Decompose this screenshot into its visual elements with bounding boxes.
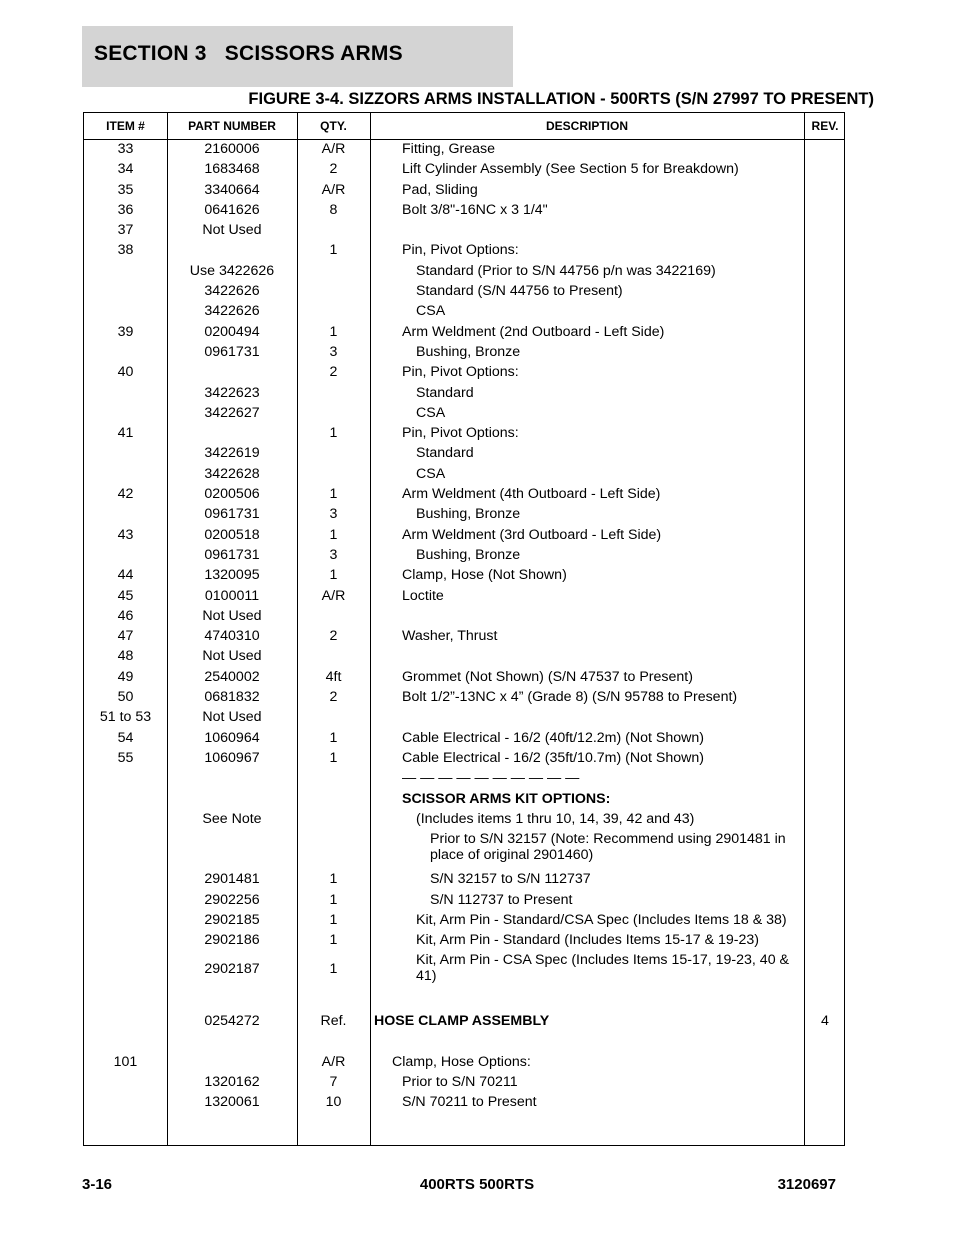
description-cell: Pin, Pivot Options: [402,425,519,442]
item-number-cell [84,891,167,892]
qty-cell: 1 [329,911,338,928]
qty-cell [297,444,370,445]
item-number-cell: 45 [117,587,134,604]
description-cell [370,221,790,222]
item-number-cell: 40 [117,364,134,381]
description-cell [370,992,790,993]
table-row [84,951,844,991]
qty-cell: 4ft [325,668,342,685]
column-header-item: ITEM # [106,119,145,133]
item-number-cell: 55 [117,749,134,766]
item-number-cell [84,951,167,961]
part-number-cell: 2902256 [204,891,260,908]
item-number-cell: 49 [117,668,134,685]
item-number-cell [84,769,167,770]
item-number-cell: 43 [117,526,134,543]
qty-cell: 1 [329,323,338,340]
table-row [84,323,844,343]
figure-title: FIGURE 3-4. SIZZORS ARMS INSTALLATION - 500RTS (S/N 27997 TO PRESENT) [248,90,874,108]
column-header-part-number: PART NUMBER [188,119,276,133]
item-number-cell: 34 [117,161,134,178]
qty-cell: 1 [329,567,338,584]
qty-cell: 2 [329,364,338,381]
table-row [84,1012,844,1032]
section-title: SECTION 3 SCISSORS ARMS [94,42,403,65]
table-row [84,343,844,363]
qty-cell [297,607,370,608]
description-cell: Fitting, Grease [402,141,496,157]
qty-cell [297,262,370,263]
table-row [84,708,844,728]
part-number-cell: 2540002 [204,668,260,685]
item-number-cell [84,1093,167,1094]
description-cell: — — — — — — — — — — [402,770,580,787]
description-cell: Arm Weldment (4th Outboard - Left Side) [402,486,661,503]
description-cell [370,607,790,608]
part-number-cell: 3422623 [204,384,260,401]
part-number-cell: 2902187 [204,961,260,978]
table-row [84,363,844,383]
qty-cell: 1 [329,891,338,908]
qty-cell: 3 [329,506,338,523]
description-cell: Kit, Arm Pin - Standard (Includes Items 15-17 & 19-23) [416,932,760,949]
table-row [84,201,844,221]
description-cell [370,708,790,709]
table-row [84,870,844,890]
section-banner [82,26,513,87]
table-row [84,931,844,951]
description-cell [370,1032,790,1033]
description-cell: Kit, Arm Pin - CSA Spec (Includes Items 15-17, 19-23, 40 & 41) [416,952,789,985]
item-number-cell: 36 [117,201,134,218]
part-number-cell: 0100011 [204,587,260,604]
table-row [84,810,844,830]
item-number-cell [84,262,167,263]
table-row [84,282,844,302]
table-row [84,241,844,261]
part-number-cell: Use 3422626 [189,262,275,279]
part-number-cell: 0681832 [204,689,260,706]
description-cell: Standard [416,384,474,401]
description-cell: Standard (Prior to S/N 44756 p/n was 3422169) [416,262,716,279]
table-row [84,769,844,789]
description-cell: Arm Weldment (3rd Outboard - Left Side) [402,526,662,543]
description-cell: SCISSOR ARMS KIT OPTIONS: [402,790,611,807]
item-number-cell [84,546,167,547]
item-number-cell: 51 to 53 [99,709,152,726]
description-cell: Kit, Arm Pin - Standard/CSA Spec (Includes Items 18 & 38) [416,911,787,928]
item-number-cell: 39 [117,323,134,340]
part-number-cell: 0641626 [204,201,260,218]
part-number-cell: See Note [202,810,262,827]
table-row [84,302,844,322]
footer-page-number: 3-16 [82,1176,113,1193]
item-number-cell: 47 [117,628,134,645]
qty-cell: 1 [329,749,338,766]
part-number-cell [167,790,297,791]
part-number-cell: 1320095 [204,567,260,584]
item-number-cell: 48 [117,648,134,665]
description-cell: S/N 32157 to S/N 112737 [430,871,591,888]
description-cell: Bushing, Bronze [416,506,521,523]
table-row [84,160,844,180]
column-header-rev: REV. [811,119,839,133]
part-number-cell: 0961731 [204,546,260,563]
item-number-cell: 42 [117,486,134,503]
table-row [84,647,844,667]
description-cell: Bushing, Bronze [416,343,521,360]
qty-cell [297,282,370,283]
description-cell: Lift Cylinder Assembly (See Section 5 for Breakdown) [402,161,739,178]
table-row [84,891,844,911]
qty-cell [297,708,370,709]
qty-cell: 1 [329,425,338,442]
qty-cell [297,221,370,222]
item-number-cell [84,404,167,405]
qty-cell [297,647,370,648]
table-row [84,790,844,810]
table-row [84,627,844,647]
qty-cell [297,465,370,466]
item-number-cell [84,1073,167,1074]
part-number-cell: 4740310 [204,628,260,645]
table-row [84,729,844,749]
table-body [84,140,844,1113]
item-number-cell [84,870,167,871]
item-number-cell [84,931,167,932]
part-number-cell: 2902185 [204,911,260,928]
part-number-cell [167,992,297,993]
table-row [84,668,844,688]
item-number-cell: 101 [113,1053,138,1070]
description-cell: Standard [416,445,474,462]
item-number-cell [84,282,167,283]
qty-cell: 1 [329,729,338,746]
column-header-description: DESCRIPTION [545,119,628,133]
table-row [84,911,844,931]
part-number-cell: 2160006 [204,141,260,157]
part-number-cell: 1320162 [204,1073,260,1090]
part-number-cell [167,1032,297,1033]
description-cell: CSA [416,465,446,482]
part-number-cell: 3422627 [204,404,260,421]
table-row [84,485,844,505]
description-cell [370,647,790,648]
description-cell: S/N 70211 to Present [402,1094,537,1111]
item-number-cell: 54 [117,729,134,746]
part-number-cell: Not Used [202,709,262,726]
qty-cell [297,302,370,303]
footer-doc-number: 3120697 [777,1176,836,1193]
table-row [84,830,844,870]
qty-cell: 8 [329,201,338,218]
part-number-cell: 3422619 [204,445,260,462]
part-number-cell: 3340664 [204,181,260,198]
table-row [84,384,844,404]
description-cell: Clamp, Hose (Not Shown) [402,567,567,584]
part-number-cell: 3422626 [204,303,260,320]
description-cell: Cable Electrical - 16/2 (35ft/10.7m) (Not Shown) [402,749,705,766]
description-cell: CSA [416,303,446,320]
qty-cell: A/R [321,141,346,157]
qty-cell: 1 [329,526,338,543]
item-number-cell [84,1012,167,1013]
description-cell: Clamp, Hose Options: [392,1053,531,1070]
item-number-cell [84,911,167,912]
table-row [84,404,844,424]
item-number-cell [84,1032,167,1033]
description-cell: S/N 112737 to Present [430,891,573,908]
description-cell: Pin, Pivot Options: [402,364,519,381]
qty-cell [297,830,370,840]
item-number-cell: 44 [117,567,134,584]
qty-cell: 1 [329,242,338,259]
part-number-cell: 0200506 [204,486,260,503]
qty-cell: Ref. [320,1012,347,1029]
table-row [84,181,844,201]
table-row [84,992,844,1012]
item-number-cell: 37 [117,222,134,239]
description-cell: Washer, Thrust [402,628,498,645]
description-cell: Cable Electrical - 16/2 (40ft/12.2m) (Not Shown) [402,729,705,746]
item-number-cell [84,790,167,791]
qty-cell: A/R [321,181,346,198]
part-number-cell: 0200494 [204,323,260,340]
parts-table [83,112,845,1146]
part-number-cell [167,769,297,770]
part-number-cell [167,424,297,425]
table-row [84,546,844,566]
qty-cell [297,384,370,385]
table-row [84,262,844,282]
item-number-cell [84,343,167,344]
description-cell: HOSE CLAMP ASSEMBLY [374,1012,550,1029]
table-row [84,526,844,546]
description-cell: Grommet (Not Shown) (S/N 47537 to Present) [402,668,693,685]
part-number-cell: 3422628 [204,465,260,482]
part-number-cell: 1320061 [204,1094,260,1111]
description-cell: Pin, Pivot Options: [402,242,519,259]
item-number-cell [84,384,167,385]
description-cell: Arm Weldment (2nd Outboard - Left Side) [402,323,665,340]
table-row [84,1053,844,1073]
description-cell: Pad, Sliding [402,181,478,198]
part-number-cell [167,241,297,242]
description-cell: Prior to S/N 32157 (Note: Recommend using 2901481 in place of original 2901460) [430,831,786,864]
table-row [84,424,844,444]
part-number-cell: Not Used [202,222,262,239]
qty-cell [297,790,370,791]
qty-cell: 2 [329,689,338,706]
item-number-cell [84,444,167,445]
table-row [84,587,844,607]
qty-cell: A/R [321,587,346,604]
item-number-cell [84,810,167,811]
qty-cell: 10 [325,1094,342,1111]
item-number-cell [84,992,167,993]
part-number-cell: Not Used [202,648,262,665]
description-cell: Bolt 3/8"-16NC x 3 1/4" [402,201,548,218]
qty-cell [297,992,370,993]
table-row [84,688,844,708]
qty-cell: 3 [329,343,338,360]
part-number-cell: 0961731 [204,506,260,523]
table-row [84,505,844,525]
qty-cell [297,810,370,811]
item-number-cell: 41 [117,425,134,442]
item-number-cell: 46 [117,607,134,624]
part-number-cell: 2902186 [204,932,260,949]
part-number-cell: 1060964 [204,729,260,746]
part-number-cell: 0961731 [204,343,260,360]
item-number-cell: 38 [117,242,134,259]
description-cell: Bolt 1/2”-13NC x 4” (Grade 8) (S/N 95788 to Present) [402,689,738,706]
table-row [84,1093,844,1113]
part-number-cell: 0254272 [204,1012,260,1029]
table-row [84,444,844,464]
qty-cell: 1 [329,486,338,503]
item-number-cell: 33 [117,141,134,157]
qty-cell: 3 [329,546,338,563]
part-number-cell: 2901481 [204,871,260,888]
table-row [84,221,844,241]
description-cell: CSA [416,404,446,421]
qty-cell: A/R [321,1053,346,1070]
item-number-cell: 50 [117,689,134,706]
qty-cell: 1 [329,932,338,949]
part-number-cell: 1683468 [204,161,260,178]
qty-cell: 2 [329,161,338,178]
qty-cell: 1 [329,961,338,978]
table-row [84,140,844,160]
table-row [84,566,844,586]
item-number-cell [84,830,167,840]
table-row [84,749,844,769]
part-number-cell: 1060967 [204,749,260,766]
table-row [84,1032,844,1052]
description-cell: Prior to S/N 70211 [402,1073,518,1090]
description-cell: (Includes items 1 thru 10, 14, 39, 42 and 43) [416,810,695,827]
column-header-qty: QTY. [320,119,347,133]
qty-cell: 2 [329,628,338,645]
rev-cell: 4 [821,1012,829,1029]
table-row [84,465,844,485]
qty-cell [297,404,370,405]
table-row [84,607,844,627]
description-cell: Loctite [402,587,444,604]
qty-cell [297,769,370,770]
item-number-cell [84,465,167,466]
qty-cell: 1 [329,871,338,888]
item-number-cell [84,302,167,303]
description-cell: Standard (S/N 44756 to Present) [416,283,623,300]
qty-cell [297,1032,370,1033]
item-number-cell: 35 [117,181,134,198]
part-number-cell [167,830,297,840]
part-number-cell: Not Used [202,607,262,624]
part-number-cell: 0200518 [204,526,260,543]
table-row [84,1073,844,1093]
part-number-cell [167,363,297,364]
footer-models: 400RTS 500RTS [419,1176,535,1193]
item-number-cell [84,505,167,506]
description-cell: Bushing, Bronze [416,546,521,563]
part-number-cell: 3422626 [204,283,260,300]
part-number-cell [167,1053,297,1054]
qty-cell: 7 [329,1073,338,1090]
